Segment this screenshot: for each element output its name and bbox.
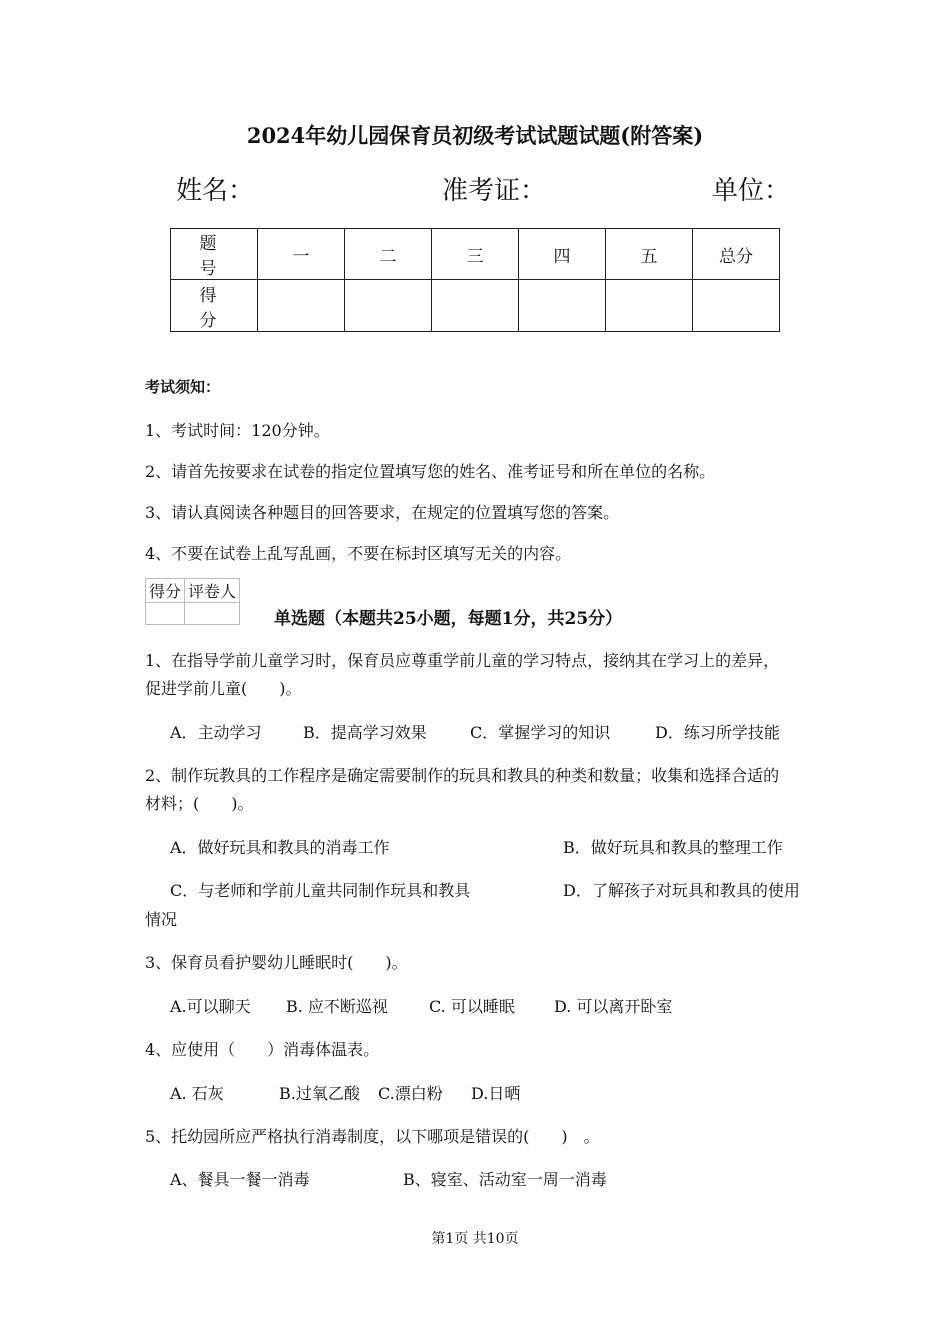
score-table-score-label: 得 分 xyxy=(171,280,258,332)
question-1-option-b[interactable]: B．提高学习效果 xyxy=(303,723,427,742)
score-cell[interactable] xyxy=(519,280,606,332)
document-title: 2024年幼儿园保育员初级考试试题试题(附答案) xyxy=(246,123,704,148)
question-2-option-a[interactable]: A．做好玩具和教具的消毒工作 xyxy=(170,838,390,857)
section-title: 单选题（本题共25小题，每题1分，共25分） xyxy=(274,609,623,629)
question-4-option-c[interactable]: C.漂白粉 xyxy=(378,1084,443,1103)
notice-item: 4、不要在试卷上乱写乱画，不要在标封区填写无关的内容。 xyxy=(145,544,572,563)
notice-item: 3、请认真阅读各种题目的回答要求，在规定的位置填写您的答案。 xyxy=(145,503,620,522)
grader-box xyxy=(145,578,240,625)
question-3-option-d[interactable]: D. 可以离开卧室 xyxy=(554,997,673,1016)
score-table-col-4: 四 xyxy=(519,229,606,280)
question-2-line-1: 2、制作玩教具的工作程序是确定需要制作的玩具和教具的种类和数量；收集和选择合适的 xyxy=(145,766,780,785)
score-table-header-row xyxy=(171,229,780,280)
question-2-option-c[interactable]: C．与老师和学前儿童共同制作玩具和教具 xyxy=(170,881,471,900)
question-5-option-b[interactable]: B、寝室、活动室一周一消毒 xyxy=(403,1170,607,1189)
question-2-option-b[interactable]: B．做好玩具和教具的整理工作 xyxy=(563,838,783,857)
score-cell-total[interactable] xyxy=(693,280,780,332)
score-table-col-1: 一 xyxy=(258,229,345,280)
notice-title: 考试须知： xyxy=(145,378,221,396)
question-3-option-a[interactable]: A.可以聊天 xyxy=(170,997,251,1016)
score-table xyxy=(170,228,780,332)
question-5-option-a[interactable]: A、餐具一餐一消毒 xyxy=(170,1170,310,1189)
score-cell[interactable] xyxy=(345,280,432,332)
question-3-option-c[interactable]: C. 可以睡眠 xyxy=(429,997,515,1016)
question-1-option-d[interactable]: D．练习所学技能 xyxy=(655,723,780,742)
grader-score-cell[interactable] xyxy=(146,603,185,625)
score-cell[interactable] xyxy=(258,280,345,332)
page-footer: 第1页 共10页 xyxy=(431,1231,519,1247)
score-cell[interactable] xyxy=(432,280,519,332)
question-4-line-1: 4、应使用（ ）消毒体温表。 xyxy=(145,1040,380,1059)
question-2-option-d[interactable]: D．了解孩子对玩具和教具的使用 xyxy=(563,881,800,900)
question-3-line-1: 3、保育员看护婴幼儿睡眠时( )。 xyxy=(145,953,408,972)
score-table-score-row xyxy=(171,280,780,332)
question-4-option-d[interactable]: D.日晒 xyxy=(471,1084,521,1103)
question-4-option-b[interactable]: B.过氧乙酸 xyxy=(279,1084,360,1103)
exam-id-field-label: 准考证： xyxy=(442,176,547,206)
score-table-col-total: 总分 xyxy=(693,229,780,280)
score-cell[interactable] xyxy=(606,280,693,332)
grader-reviewer-cell[interactable] xyxy=(185,603,240,625)
notice-item: 1、考试时间：120分钟。 xyxy=(145,421,330,440)
question-2-option-d-continued: 情况 xyxy=(145,910,178,929)
score-table-col-5: 五 xyxy=(606,229,693,280)
question-5-line-1: 5、托幼园所应严格执行消毒制度，以下哪项是错误的( ) 。 xyxy=(145,1127,600,1146)
unit-field-label: 单位： xyxy=(712,176,791,206)
notice-item: 2、请首先按要求在试卷的指定位置填写您的姓名、准考证号和所在单位的名称。 xyxy=(145,462,716,481)
name-field-label: 姓名： xyxy=(176,176,255,206)
question-2-line-2: 材料；( )。 xyxy=(145,794,254,813)
score-table-col-2: 二 xyxy=(345,229,432,280)
grader-reviewer-label: 评卷人 xyxy=(185,579,240,603)
question-1-option-c[interactable]: C．掌握学习的知识 xyxy=(470,723,611,742)
question-4-option-a[interactable]: A. 石灰 xyxy=(170,1084,224,1103)
score-table-header-label: 题 号 xyxy=(171,229,258,280)
grader-score-label: 得分 xyxy=(146,579,185,603)
question-1-line-2: 促进学前儿童( )。 xyxy=(145,679,302,698)
question-3-option-b[interactable]: B. 应不断巡视 xyxy=(286,997,388,1016)
question-1-option-a[interactable]: A．主动学习 xyxy=(170,723,262,742)
score-table-col-3: 三 xyxy=(432,229,519,280)
question-1-line-1: 1、在指导学前儿童学习时，保育员应尊重学前儿童的学习特点，接纳其在学习上的差异， xyxy=(145,651,780,670)
